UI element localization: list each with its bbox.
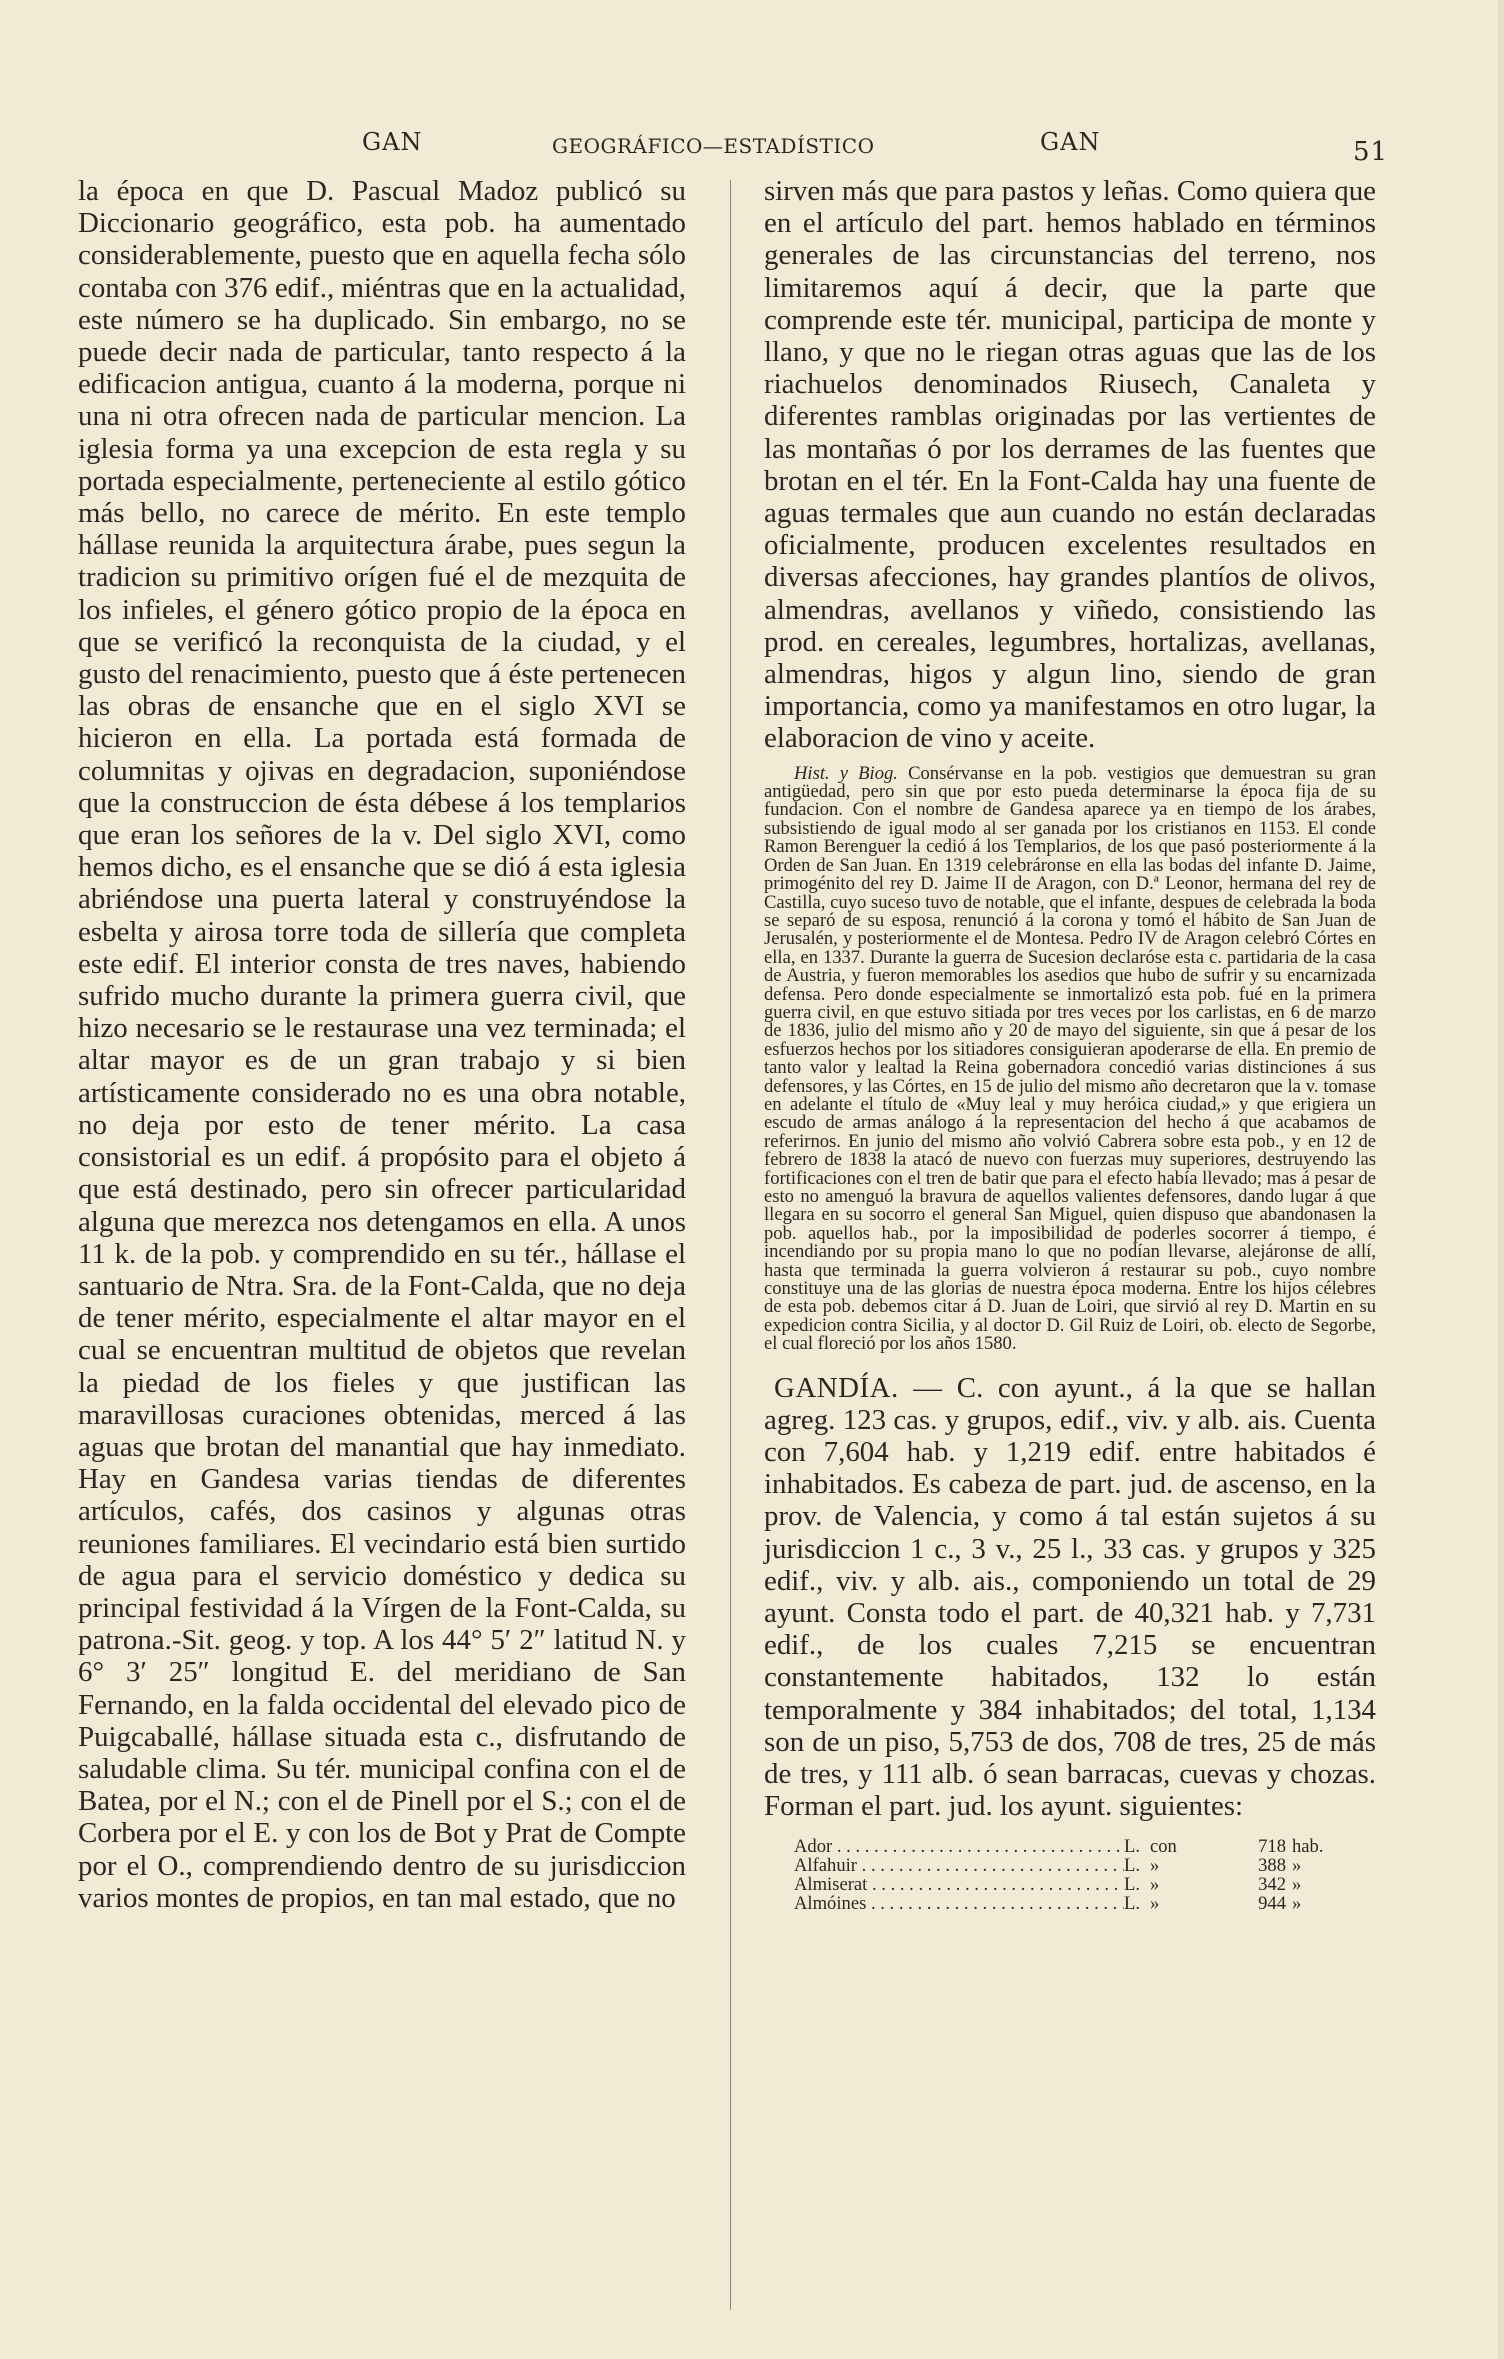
- column-divider: [730, 180, 731, 2310]
- ayunt-value: 388: [1258, 1854, 1286, 1876]
- left-column: [78, 175, 686, 2295]
- ayunt-prep: »: [1150, 1892, 1160, 1914]
- right-column-text: sirven más que para pastos y leñas. Como quiera que en el artículo del part. hemos hablado en términos generales de las circunstancias del terreno, nos limitaremos aquí á decir, que la parte que comprende este tér. municipal, participa de monte y llano, y que no le riegan otras aguas que las de los riachuelos denominados Riusech, Canaleta y diferentes ramblas originadas por las vertientes de las montañas ó por los derrames de las fuentes que brotan en el tér. En la Font-Calda hay una fuente de aguas termales que aun cuando no están declaradas oficialmente, producen excelentes resultados en diversas afecciones, hay grandes plantíos de olivos, almendras, avellanos y viñedo, consistiendo las prod. en cereales, legumbres, hortalizas, avellanas, almendras, higos y algun lino, siendo de gran importancia, como ya manifestamos en otro lugar, la elaboracion de vino y aceite.: [764, 175, 1376, 755]
- ayunt-unit: »: [1292, 1892, 1302, 1914]
- ayunt-value: 718: [1258, 1835, 1286, 1857]
- ayunt-name: Ador . . .: [794, 1837, 1124, 1856]
- ayunt-l: L.: [1124, 1835, 1141, 1857]
- ayunt-unit: »: [1292, 1873, 1302, 1895]
- header-right: GAN: [1040, 128, 1101, 156]
- ayunt-name: Almiserat . . .: [794, 1875, 1124, 1894]
- ayunt-value: 944: [1258, 1892, 1286, 1914]
- right-column: [764, 175, 1376, 1913]
- ayunt-prep: »: [1150, 1854, 1160, 1876]
- ayunt-name: Alfahuir . . .: [794, 1856, 1124, 1875]
- left-column-text: la época en que D. Pascual Madoz publicó su Diccionario geográfico, esta pob. ha aumentado considerablemente, puesto que en aquella fecha sólo contaba con 376 edif., miéntras que en la actualidad, este número se ha duplicado. Sin embargo, no se puede decir nada de particular, tanto respecto á la edificacion antigua, cuanto á la moderna, porque ni una ni otra ofrecen nada de particular mencion. La iglesia forma ya una excepcion de esta regla y su portada especialmente, perteneciente al estilo gótico más bello, no carece de mérito. En este templo hállase reunida la arquitectura árabe, pues segun la tradicion su primitivo orígen fué el de mezquita de los infieles, el género gótico propio de la época en que se verificó la reconquista de la ciudad, y el gusto del renacimiento, puesto que á éste pertenecen las obras de ensanche que en el siglo XVI se hicieron en ella. La portada está formada de columnitas y ojivas en degradacion, suponiéndose que la construccion de ésta débese á los templarios que eran los señores de la v. Del siglo XVI, como hemos dicho, es el ensanche que se dió á esta iglesia abriéndose una puerta lateral y construyéndose la esbelta y airosa torre toda de sillería que completa este edif. El interior consta de tres naves, habiendo sufrido mucho durante la primera guerra civil, que hizo necesario se le restaurase una vez terminada; el altar mayor es de un gran trabajo y si bien artísticamente considerado no es una obra notable, no deja por esto de tener mérito. La casa consistorial es un edif. á propósito para el objeto á que está destinado, pero sin ofrecer particularidad alguna que merezca nos detengamos en ella. A unos 11 k. de la pob. y comprendido en su tér., hállase el santuario de Ntra. Sra. de la Font-Calda, que no deja de tener mérito, especialmente el altar mayor en el cual se encuentran multitud de objetos que revelan la piedad de los fieles y que justifican las maravillosas curaciones obtenidas, merced á las aguas que brotan del manantial que hay inmediato. Hay en Gandesa varias tiendas de diferentes artículos, cafés, dos casinos y algunas otras reuniones familiares. El vecindario está bien surtido de agua para el servicio doméstico y dedica su principal festividad á la Vírgen de la Font-Calda, su patrona.-Sit. geog. y top. A los 44° 5′ 2″ latitud N. y 6° 3′ 25″ longitud E. del meridiano de San Fernando, en la falda occidental del elevado pico de Puigcaballé, hállase situada esta c., disfrutando de saludable clima. Su tér. municipal confina con el de Batea, por el N.; con el de Pinell por el S.; con el de Corbera por el E. y con los de Bot y Prat de Compte por el O., comprendiendo dentro de su jurisdiccion varios montes de propios, en tan mal estado, que no: [78, 175, 686, 1914]
- ayunt-row: [794, 1856, 1376, 1875]
- gandia-entry-text: — C. con ayunt., á la que se hallan agreg. 123 cas. y grupos, edif., viv. y alb. ais. Cuenta con 7,604 hab. y 1,219 edif. entre habitados é inhabitados. Es cabeza de part. jud. de ascenso, en la prov. de Valencia, y como á tal están sujetos á su jurisdiccion 1 c., 3 v., 25 l., 33 cas. y grupos y 325 edif., viv. y alb. ais., componiendo un total de 29 ayunt. Consta todo el part. de 40,321 hab. y 7,731 edif., de los cuales 7,215 se encuentran constantemente habitados, 132 lo están temporalmente y 384 inhabitados; del total, 1,134 son de un piso, 5,753 de dos, 708 de tres, 25 de más de tres, y 111 alb. ó sean barracas, cuevas y chozas. Forman el part. jud. los ayunt. siguientes:: [764, 1371, 1376, 1823]
- ayunt-prep: »: [1150, 1873, 1160, 1895]
- page-number: 51: [1353, 137, 1389, 167]
- ayunt-name: Almóines . . .: [794, 1894, 1124, 1913]
- ayunt-row: [794, 1894, 1376, 1913]
- gandia-entry: [764, 1372, 1376, 1823]
- history-paragraph: [764, 762, 1376, 1355]
- ayunt-l: L.: [1124, 1873, 1141, 1895]
- ayunt-value: 342: [1258, 1873, 1286, 1895]
- ayunt-unit: hab.: [1292, 1835, 1324, 1857]
- header-center: GEOGRÁFICO—ESTADÍSTICO: [552, 134, 875, 158]
- history-text: Consérvanse en la pob. vestigios que demuestran su gran antigüedad, pero sin que por esto pueda determinarse la época fija de su fundacion. Con el nombre de Gandesa aparece ya en tiempo de los árabes, subsistiendo de igual modo al ser ganada por los cristianos en 1153. El conde Ramon Berenguer la cedió á los Templarios, de los que pasó posteriormente á la Orden de San Juan. En 1319 celebráronse en ella las bodas del infante D. Jaime, primogénito del rey D. Jaime II de Aragon, con D.ª Leonor, hermana del rey de Castilla, cuyo suceso tuvo de notable, que el infante, despues de celebrada la boda se separó de su esposa, renunció á la corona y tomó el hábito de San Juan de Jerusalén, y posteriormente el de Montesa. Pedro IV de Aragon celebró Córtes en ella, en 1337. Durante la guerra de Sucesion declaróse esta c. partidaria de la casa de Austria, y fueron memorables los asedios que hubo de sufrir y su encarnizada defensa. Pero donde especialmente se inmortalizó esta pob. fué en la primera guerra civil, en que estuvo sitiada por tres veces por los carlistas, en 6 de marzo de 1836, julio del mismo año y 20 de mayo del siguiente, sin que á pesar de los esfuerzos hechos por los sitiadores consiguieran apoderarse de ella. En premio de tanto valor y lealtad la Reina gobernadora concedió varias distinciones á sus defensores, y las Córtes, en 15 de julio del mismo año decretaron que la v. tomase en adelante el título de «Muy leal y muy heróica ciudad,» y que erigiera un escudo de armas análogo á la representacion del hecho á que acabamos de referirnos. En junio del mismo año volvió Cabrera sobre esta pob., y en 12 de febrero de 1838 la atacó de nuevo con fuerzas muy superiores, destruyendo las fortificaciones con el tren de batir que para el efecto había llevado; mas á pesar de esto no amenguó la bravura de aquellos valientes defensores, dando lugar á que llegara en su socorro el general San Miguel, quien dispuso que abandonasen la pob. aquellos hab., por la imposibilidad de poderles socorrer á tiempo, é incendiando por su propia mano lo que no podían llevarse, alejáronse de allí, hasta que terminada la guerra volvieron á restaurar su pob., cuyo nombre constituye una de las glorias de nuestra época moderna. Entre los hijos célebres de esta pob. debemos citar á D. Juan de Loiri, que sirvió al rey D. Martin en su expedicion contra Sicilia, y al doctor D. Gil Ruiz de Loiri, ob. electo de Segorbe, el cual floreció por los años 1580.: [764, 762, 1376, 1355]
- ayunt-l: L.: [1124, 1892, 1141, 1914]
- ayunt-row: [794, 1875, 1376, 1894]
- ayunt-unit: »: [1292, 1854, 1302, 1876]
- page-edge: [1498, 0, 1504, 2359]
- ayunt-prep: con: [1150, 1835, 1177, 1857]
- gandia-entry-head: GANDÍA.: [774, 1371, 899, 1404]
- ayunt-list: [794, 1837, 1376, 1913]
- ayunt-row: [794, 1837, 1376, 1856]
- history-lead: Hist. y Biog.: [794, 762, 898, 784]
- header-left: GAN: [362, 128, 423, 156]
- ayunt-l: L.: [1124, 1854, 1141, 1876]
